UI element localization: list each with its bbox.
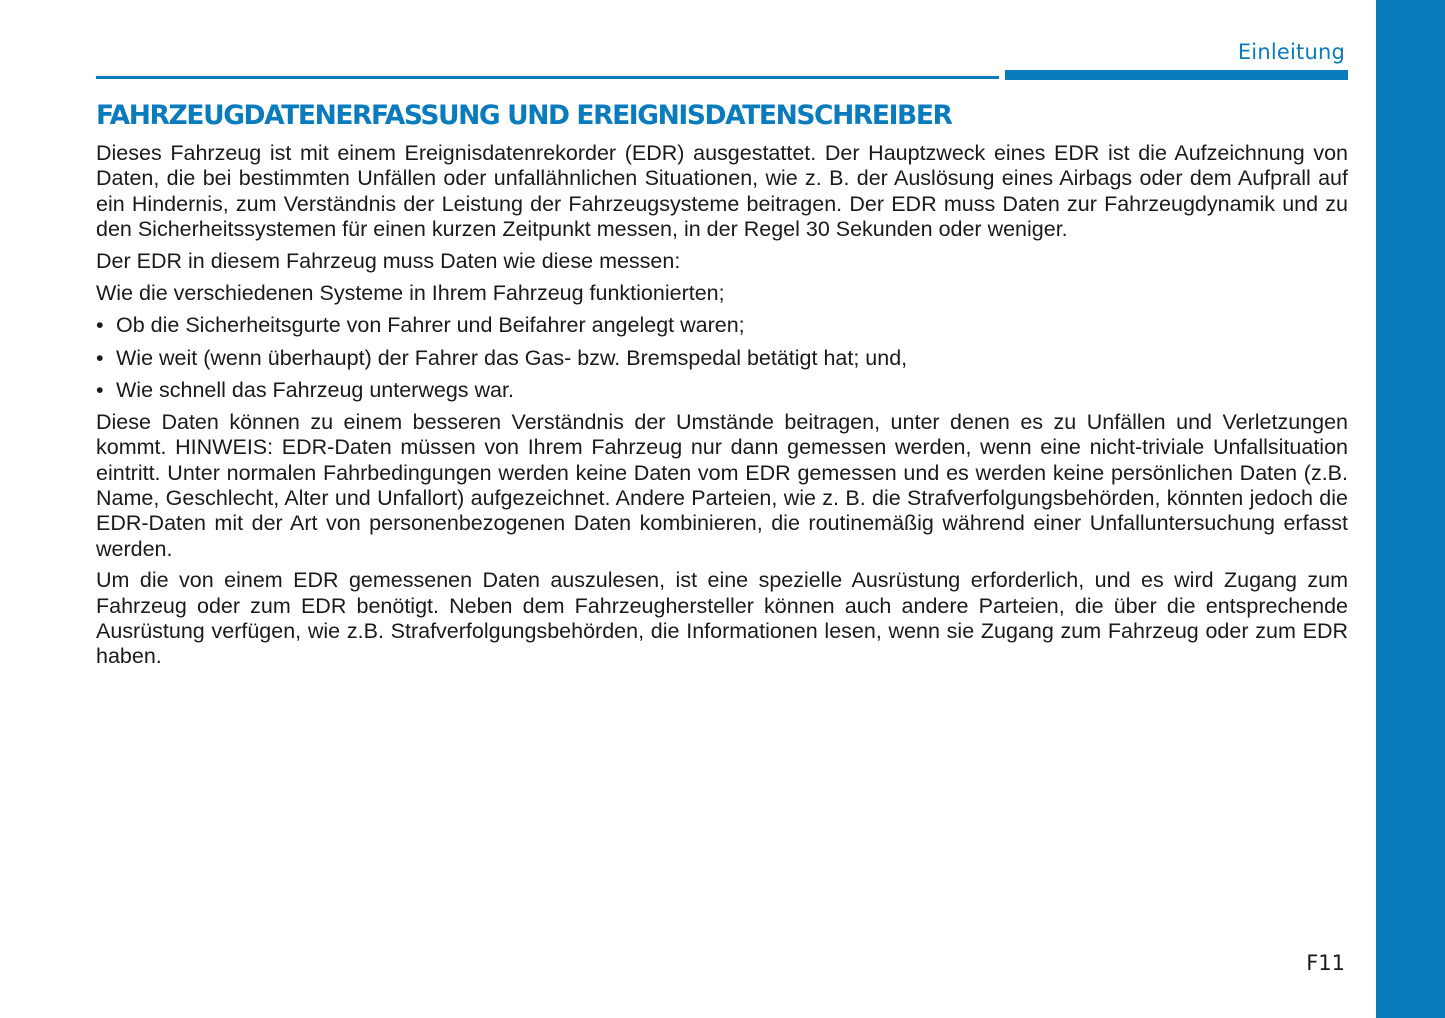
section-label: Einleitung bbox=[1237, 40, 1345, 64]
bullet-list bbox=[96, 313, 1348, 403]
paragraph-readout: Um die von einem EDR gemessenen Daten auszulesen, ist eine spezielle Ausrüstung erforderlich, und es wird Zugang zum Fahrzeug oder zum EDR benötigt. Neben dem Fahrzeughersteller können auch andere Parteien, die über die entsprechende Ausrüstung verfügen, wie z.B. Strafverfolgungsbehörden, die Informationen lesen, wenn sie Zugang zum Fahrzeug oder zum EDR haben. bbox=[96, 568, 1348, 669]
page-number: F11 bbox=[1306, 951, 1345, 975]
body-text bbox=[96, 141, 1348, 676]
paragraph-understanding: Diese Daten können zu einem besseren Verständnis der Umstände beitragen, unter denen es zu Unfällen und Verletzungen kommt. HINWEIS: EDR-Daten müssen von Ihrem Fahrzeug nur dann gemessen werden, wenn eine nicht-triviale Unfallsituation eintritt. Unter normalen Fahrbedingungen werden keine Daten vom EDR gemessen und es werden keine persönlichen Daten (z.B. Name, Geschlecht, Alter und Unfallort) aufgezeichnet. Andere Parteien, wie z. B. die Strafverfolgungsbehörden, könnten jedoch die EDR-Daten mit der Art von personenbezogenen Daten kombinieren, die routinemäßig während einer Unfalluntersuchung erfasst werden. bbox=[96, 410, 1348, 561]
side-color-bar bbox=[1376, 0, 1445, 1018]
paragraph-measure: Der EDR in diesem Fahrzeug muss Daten wie diese messen: bbox=[96, 248, 681, 273]
bullet-item: • Wie weit (wenn überhaupt) der Fahrer das Gas- bzw. Bremspedal betätigt hat; und, bbox=[96, 346, 1348, 371]
bullet-item: • Ob die Sicherheitsgurte von Fahrer und Beifahrer angelegt waren; bbox=[96, 313, 1348, 338]
header-rule bbox=[96, 76, 999, 79]
header-rule-accent bbox=[1005, 70, 1348, 80]
bullet-item: • Wie schnell das Fahrzeug unterwegs war. bbox=[96, 378, 1348, 403]
page-title: FAHRZEUGDATENERFASSUNG UND EREIGNISDATENSCHREIBER bbox=[96, 100, 952, 131]
paragraph-intro: Dieses Fahrzeug ist mit einem Ereignisdatenrekorder (EDR) ausgestattet. Der Hauptzweck eines EDR ist die Aufzeichnung von Daten, die bei bestimmten Unfällen oder unfallähnlichen Situationen, wie z. B. der Auslösung eines Airbags oder dem Aufprall auf ein Hindernis, zum Verständnis der Leistung der Fahrzeugsysteme beitragen. Der EDR muss Daten zur Fahrzeugdynamik und zu den Sicherheitssystemen für einen kurzen Zeitpunkt messen, in der Regel 30 Sekunden oder weniger. bbox=[96, 141, 1348, 241]
paragraph-systems: Wie die verschiedenen Systeme in Ihrem Fahrzeug funktionierten; bbox=[96, 280, 725, 305]
